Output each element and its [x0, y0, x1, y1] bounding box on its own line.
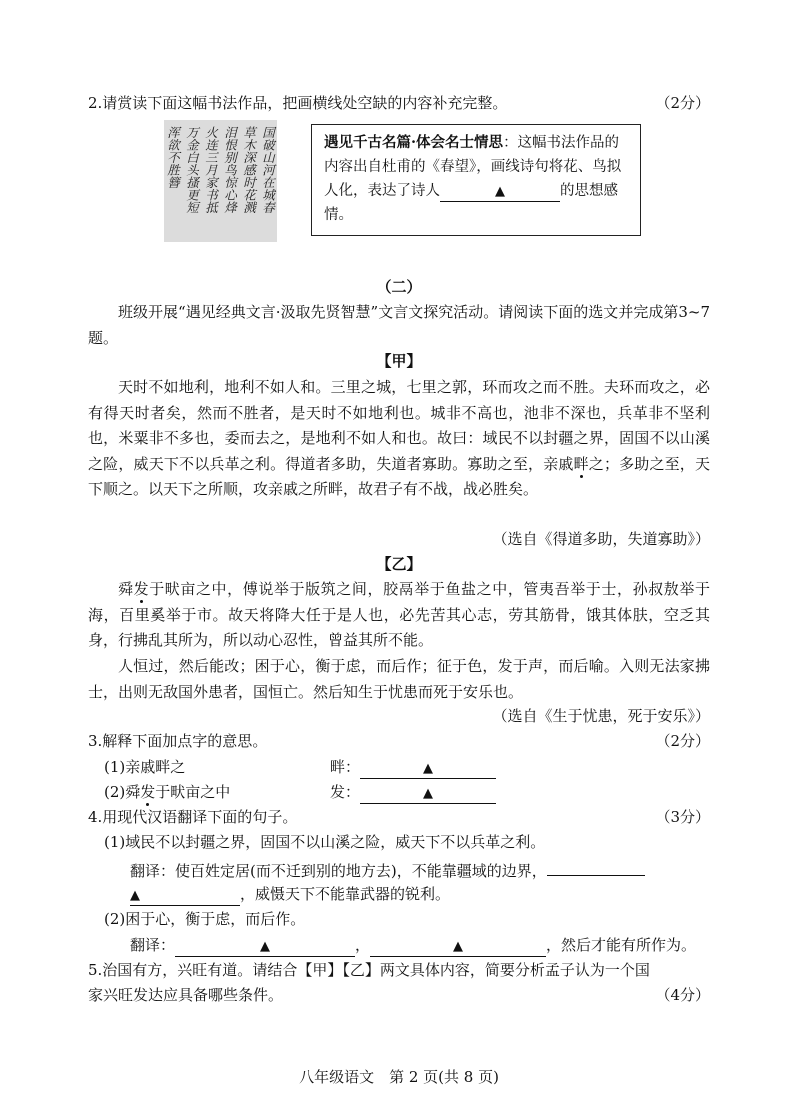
- box-text-2: 的思想感情。: [324, 183, 618, 223]
- box-lead: 遇见千古名篇·体会名士情思: [324, 134, 504, 151]
- calligraphy-column: 草木深感时花溅: [241, 126, 257, 214]
- question-3-item-2: (2)舜发于畎亩之中: [104, 783, 231, 801]
- question-4-item-2: (2)困于心，衡于虑，而后作。: [104, 910, 306, 928]
- question-5-line-2: [88, 984, 710, 1006]
- calligraphy-column: 火连三月家书抵: [203, 126, 219, 214]
- question-5-line-1: 5.治国有方，兴旺有道。请结合【甲】【乙】两文具体内容，简要分析孟子认为一个国: [88, 961, 650, 979]
- box-text-1: ：这幅书法作品的内容出自杜甫的《春望》，画线诗句将花、鸟拟人化，表达了诗人: [324, 135, 622, 199]
- question-3-text: 3.解释下面加点字的意思。: [88, 732, 268, 750]
- calligraphy-column: 国破山河在城春: [260, 126, 276, 214]
- answer-blank[interactable]: ▲: [130, 887, 240, 906]
- answer-blank[interactable]: [547, 857, 645, 876]
- question-3: [88, 730, 710, 752]
- box-blank[interactable]: ▲: [440, 183, 560, 202]
- dotted-char: 发: [133, 580, 150, 598]
- question-4-translation-2: 翻译： ▲ ， ▲ ，然后才能有所作为。: [130, 934, 696, 957]
- jia-source: （选自《得道多助，失道寡助》）: [492, 530, 710, 548]
- calligraphy-column: 万金白头搔更短: [184, 126, 200, 214]
- question-4: [88, 806, 710, 828]
- question-4-points: （3分）: [655, 808, 710, 826]
- question-4-text: 4.用现代汉语翻译下面的句子。: [88, 808, 298, 826]
- question-4-item-1: (1)域民不以封疆之界，固国不以山溪之险，威天下不以兵革之利。: [104, 833, 546, 851]
- jia-title: 【甲】: [376, 352, 422, 370]
- question-5-text: 家兴旺发达应具备哪些条件。: [88, 986, 284, 1004]
- calligraphy-image: [164, 120, 277, 242]
- calligraphy-info-box: [311, 124, 641, 236]
- calligraphy-column: 浑欲不胜簪: [165, 126, 181, 189]
- question-4-translation-1b: ▲ ，威慑天下不能靠武器的锐利。: [130, 883, 450, 906]
- page-footer: 八年级语文 第 2 页(共 8 页): [299, 1068, 499, 1086]
- question-3-answer-1: 畔： ▲: [330, 756, 496, 779]
- question-3-item-1: (1)亲戚畔之: [104, 758, 186, 776]
- jia-passage: 天时不如地利，地利不如人和。三里之城，七里之郭，环而攻之而不胜。夫环而攻之，必有得天时者矣，然而不胜者，是天时不如地利也。城非不高也，池非不深也，兵革非不坚利也，米粟非不多也，委而去之，是地利不如人和也。故曰：域民不以封疆之界，固国不以山溪之险，威天下不以兵革之利。得道者多助，失道者寡助。寡助之至，亲戚畔之；多助之至，天下顺之。以天下之所顺，攻亲戚之所畔，故君子有不战，战必胜矣。: [88, 378, 710, 499]
- answer-blank[interactable]: ▲: [360, 760, 496, 779]
- question-2: [88, 92, 710, 114]
- question-5-points: （4分）: [655, 986, 710, 1004]
- question-2-points: （2分）: [655, 94, 710, 112]
- yi-title: 【乙】: [376, 555, 422, 573]
- answer-blank[interactable]: ▲: [360, 785, 496, 804]
- section-2-intro: 班级开展“遇见经典文言·汲取先贤智慧”文言文探究活动。请阅读下面的选文并完成第3~7题。: [88, 303, 710, 347]
- question-3-answer-2: 发： ▲: [330, 781, 496, 804]
- calligraphy-column: 泪恨别鸟惊心烽: [222, 126, 238, 214]
- question-4-translation-1a: 翻译：使百姓定居(而不迁到别的地方去)，不能靠疆域的边界，: [130, 857, 708, 882]
- yi-source: （选自《生于忧患，死于安乐》）: [492, 707, 710, 725]
- dotted-char: 畔: [573, 454, 589, 473]
- answer-blank[interactable]: ▲: [370, 938, 546, 957]
- section-2-title: （二）: [376, 278, 422, 296]
- yi-passage-2: 人恒过，然后能改；困于心，衡于虑，而后作；征于色，发于声，而后喻。入则无法家拂士，出则无敌国外患者，国恒亡。然后知生于忧患而死于安乐也。: [88, 657, 710, 701]
- question-3-points: （2分）: [655, 732, 710, 750]
- question-2-text: 2.请赏读下面这幅书法作品，把画横线处空缺的内容补充完整。: [88, 94, 508, 112]
- dotted-char: 发: [140, 783, 156, 801]
- answer-blank[interactable]: ▲: [175, 938, 355, 957]
- yi-passage-1: 舜发于畎亩之中，傅说举于版筑之间，胶鬲举于鱼盐之中，管夷吾举于士，孙叔敖举于海，百里奚举于市。故天将降大任于是人也，必先苦其心志，劳其筋骨，饿其体肤，空乏其身，行拂乱其所为，所以动心忍性，曾益其所不能。: [88, 580, 710, 650]
